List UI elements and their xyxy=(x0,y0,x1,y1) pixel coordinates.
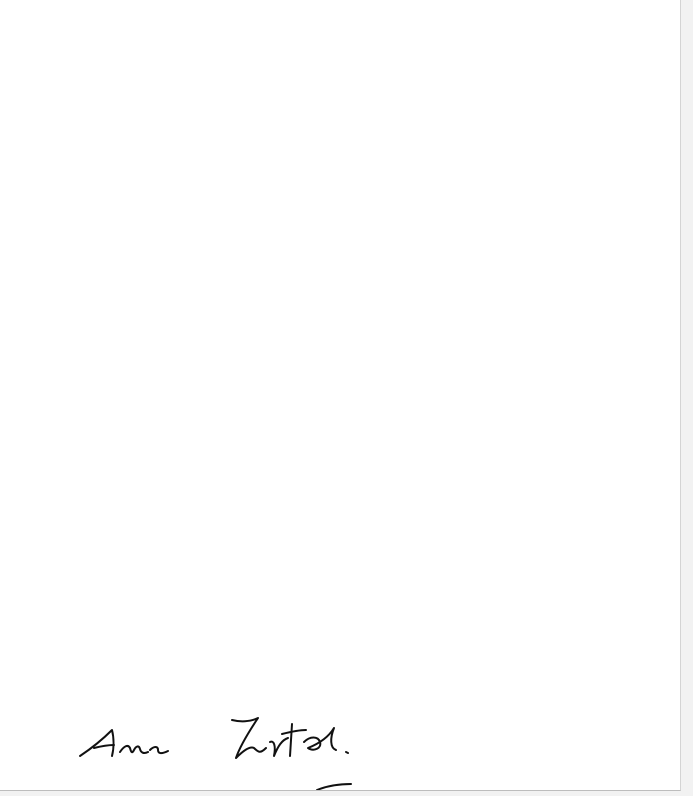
childrens-commissioner-logo xyxy=(70,23,280,93)
scrollbar-track[interactable] xyxy=(681,0,693,796)
signature-stroke xyxy=(315,780,355,791)
letter-body xyxy=(70,216,640,229)
handwritten-signature xyxy=(78,712,398,772)
